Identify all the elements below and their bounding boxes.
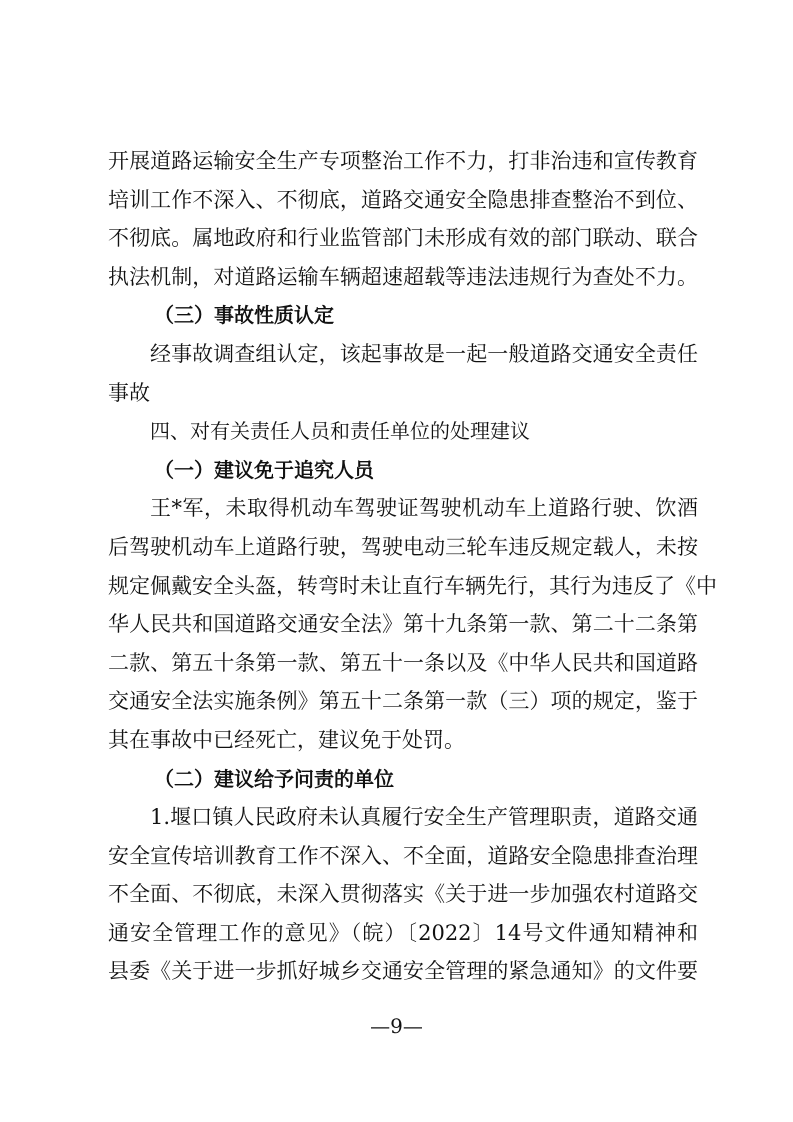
body-text-line: 执法机制，对道路运输车辆超速超载等违法违规行为查处不力。 (108, 264, 698, 289)
body-text-line: 后驾驶机动车上道路行驶，驾驶电动三轮车违反规定载人，未按 (108, 534, 698, 559)
body-text-line: 1.堰口镇人民政府未认真履行安全生产管理职责，道路交通 (150, 805, 698, 830)
body-text-line: 交通安全法实施条例》第五十二条第一款（三）项的规定，鉴于 (108, 689, 698, 714)
chapter-heading: 四、对有关责任人员和责任单位的处理建议 (150, 419, 530, 444)
page-number: —9— (370, 1014, 423, 1038)
section-heading: （一）建议免于追究人员 (154, 457, 374, 482)
body-text-line: 事故 (108, 380, 150, 405)
body-text-line: 二款、第五十条第一款、第五十一条以及《中华人民共和国道路 (108, 650, 698, 675)
body-text-line: 培训工作不深入、不彻底，道路交通安全隐患排查整治不到位、 (108, 187, 698, 212)
body-text-line: 安全宣传培训教育工作不深入、不全面，道路安全隐患排查治理 (108, 843, 698, 868)
body-text-line: 不彻底。属地政府和行业监管部门未形成有效的部门联动、联合 (108, 226, 698, 251)
body-text-line: 不全面、不彻底，未深入贯彻落实《关于进一步加强农村道路交 (108, 882, 698, 907)
document-body (108, 142, 717, 991)
body-text-line: 其在事故中已经死亡，建议免于处罚。 (108, 727, 465, 752)
body-text-line: 规定佩戴安全头盔，转弯时未让直行车辆先行，其行为违反了《中 (108, 573, 717, 598)
body-text-line: 经事故调查组认定，该起事故是一起一般道路交通安全责任 (150, 341, 698, 366)
section-heading: （二）建议给予问责的单位 (154, 766, 394, 791)
body-text-line: 开展道路运输安全生产专项整治工作不力，打非治违和宣传教育 (108, 149, 698, 173)
body-text-line: 县委《关于进一步抓好城乡交通安全管理的紧急通知》的文件要 (108, 959, 698, 984)
body-text-line: 通安全管理工作的意见》（皖）〔2022〕14号文件通知精神和 (108, 920, 698, 945)
section-heading: （三）事故性质认定 (154, 303, 334, 328)
body-text-line: 华人民共和国道路交通安全法》第十九条第一款、第二十二条第 (108, 612, 698, 637)
body-text-line: 王*军，未取得机动车驾驶证驾驶机动车上道路行驶、饮酒 (150, 496, 698, 521)
